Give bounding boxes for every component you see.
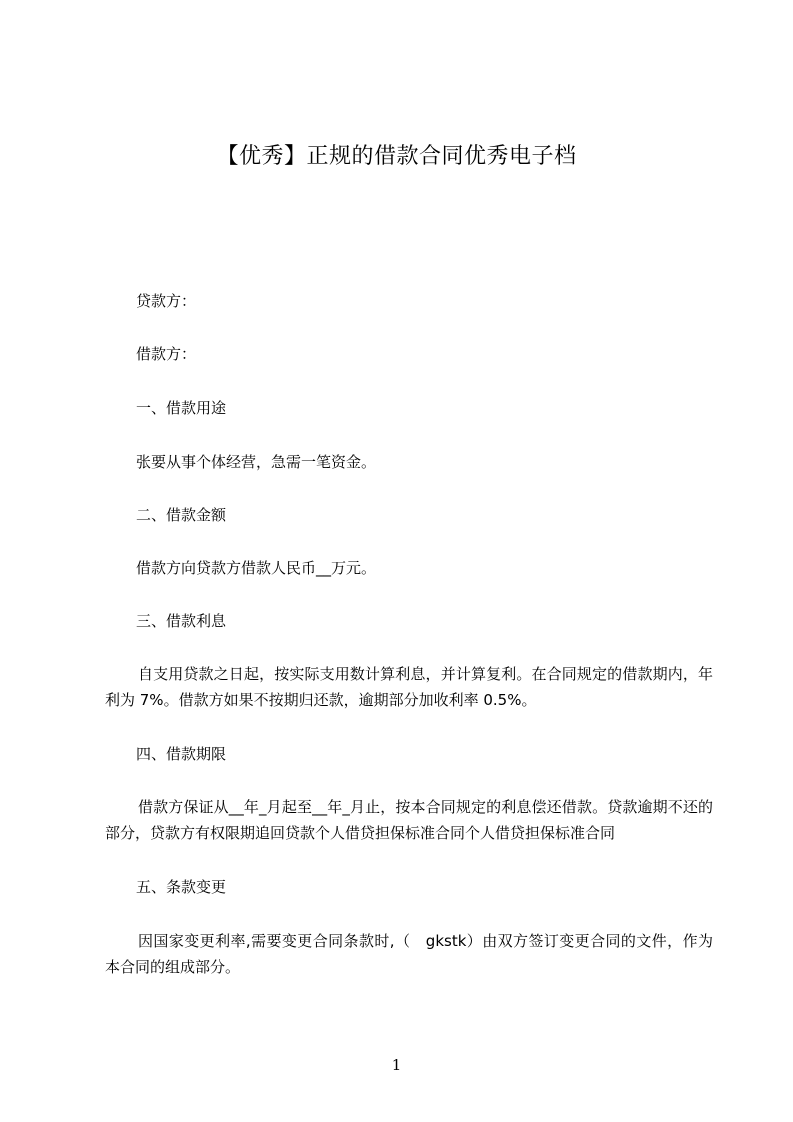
section-heading-changes: 五、条款变更 — [136, 878, 227, 896]
borrower-label: 借款方： — [136, 345, 197, 363]
section-heading-term: 四、借款期限 — [136, 745, 227, 763]
document-title: 【优秀】正规的借款合同优秀电子档 — [216, 144, 577, 169]
section-heading-interest: 三、借款利息 — [136, 612, 227, 630]
section-heading-amount: 二、借款金额 — [136, 506, 227, 524]
lender-label: 贷款方： — [136, 292, 197, 310]
section-text-term: 借款方保证从__年_月起至__年_月止，按本合同规定的利息偿还借款。贷款逾期不还的部分，贷款方有权限期追回贷款个人借贷担保标准合同个人借贷担保标准合同 — [105, 798, 713, 842]
section-text-amount: 借款方向贷款方借款人民币__万元。 — [136, 559, 377, 577]
section-text-changes: 因国家变更利率,需要变更合同条款时,（ gkstk）由双方签订变更合同的文件，作为本合同的组成部分。 — [105, 932, 713, 976]
section-text-purpose: 张要从事个体经营，急需一笔资金。 — [136, 453, 377, 471]
page-number: 1 — [391, 1056, 402, 1074]
section-text-interest: 自支用贷款之日起，按实际支用数计算利息，并计算复利。在合同规定的借款期内，年利为 7%。借款方如果不按期归还款，逾期部分加收利率 0.5%。 — [105, 665, 713, 709]
section-heading-purpose: 一、借款用途 — [136, 399, 227, 417]
